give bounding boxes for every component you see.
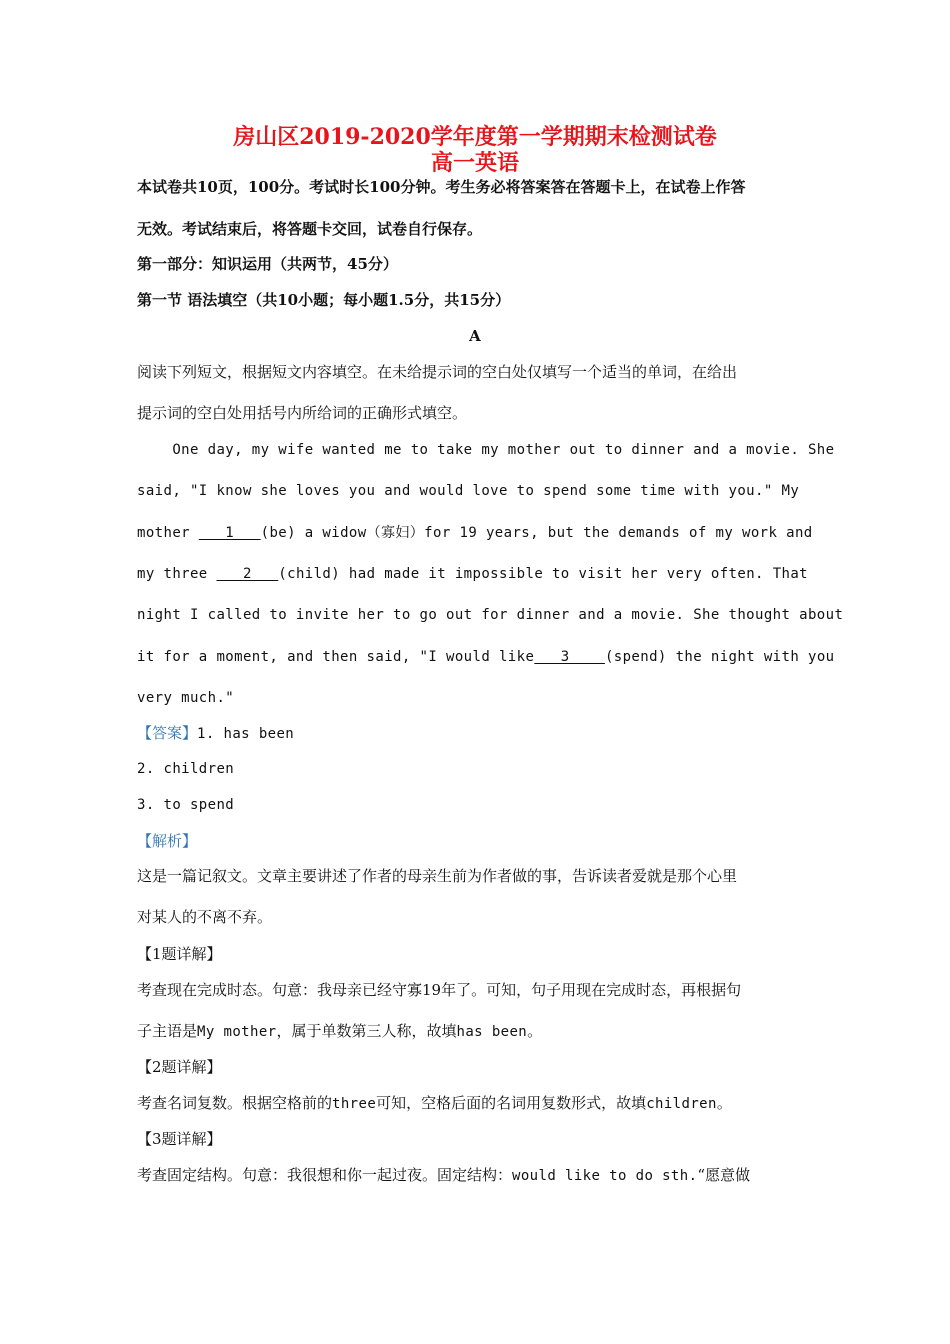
text: (spend) the night with you [604,649,835,665]
q2-line [137,1093,732,1114]
directions-line-2: 提示词的空白处用括号内所给词的正确形式填空。 [137,404,468,422]
q3-label: 【3题详解】 [137,1130,222,1148]
answer-line-1 [137,723,294,744]
q1-line-2 [137,1021,542,1042]
text: mother [137,525,199,541]
exam-title: 房山区2019-2020学年度第一学期期末检测试卷 [233,124,717,150]
passage-line-5: night I called to invite her to go out for dinner and a movie. She thought about [137,607,844,623]
passage-label: A [469,327,481,345]
analysis-label: 【解析】 [137,832,198,850]
code-text: has been [456,1024,528,1040]
blank-3: 3 [534,649,605,665]
code-text: My mother [197,1024,277,1040]
text: 可知，空格后面的名词用复数形式，故填 [376,1094,647,1112]
text: 考查名词复数。根据空格前的 [137,1094,333,1112]
answer-label: 【答案】 [137,724,198,742]
passage-line-3 [137,523,813,543]
q1-label: 【1题详解】 [137,945,222,963]
directions-line-1: 阅读下列短文，根据短文内容填空。在未给提示词的空白处仅填写一个适当的单词，在给出 [137,363,738,381]
text: (child) had made it impossible to visit her very often. That [278,566,809,582]
q1-line-1: 考查现在完成时态。句意：我母亲已经守寡19年了。可知，句子用现在完成时态，再根据句 [137,981,742,999]
text: “愿意做 [697,1166,751,1184]
text: it for a moment, and then said, "I would like [137,649,535,665]
passage-line-4 [137,564,808,584]
text: 。 [716,1094,732,1112]
exam-subtitle: 高一英语 [430,150,519,176]
text: ，属于单数第三人称，故填 [276,1022,457,1040]
analysis-summary-2: 对某人的不离不弃。 [137,908,273,926]
instructions-line-1: 本试卷共10页，100分。考试时长100分钟。考生务必将答案答在答题卡上，在试卷上作答 [137,178,746,196]
answer-3: 3. to spend [137,797,235,813]
passage-line-7: very much." [137,690,235,706]
instructions-line-2: 无效。考试结束后，将答题卡交回，试卷自行保存。 [137,220,483,238]
blank-1: 1 [198,525,261,541]
section1-heading: 第一节 语法填空（共10小题；每小题1.5分，共15分） [137,291,511,309]
text: (be) a widow（寡妇）for 19 years, but the demands of my work and [260,525,813,541]
analysis-summary-1: 这是一篇记叙文。文章主要讲述了作者的母亲生前为作者做的事，告诉读者爱就是那个心里 [137,867,738,885]
text: 子主语是 [137,1022,198,1040]
q2-label: 【2题详解】 [137,1058,222,1076]
answer-1: 1. has been [197,726,295,742]
q3-line [137,1165,750,1186]
passage-line-2: said, "I know she loves you and would love to spend some time with you." My [137,483,800,499]
code-text: children [646,1096,717,1112]
text: 考查固定结构。句意：我很想和你一起过夜。固定结构： [137,1166,513,1184]
text: 。 [527,1022,543,1040]
passage-line-1: One day, my wife wanted me to take my mother out to dinner and a movie. She [137,442,835,458]
passage-line-6 [137,647,834,667]
code-text: three [332,1096,377,1112]
code-text: would like to do sth. [512,1168,698,1184]
blank-2: 2 [216,566,279,582]
text: my three [137,566,217,582]
answer-2: 2. children [137,761,235,777]
part1-heading: 第一部分：知识运用（共两节，45分） [137,255,398,273]
